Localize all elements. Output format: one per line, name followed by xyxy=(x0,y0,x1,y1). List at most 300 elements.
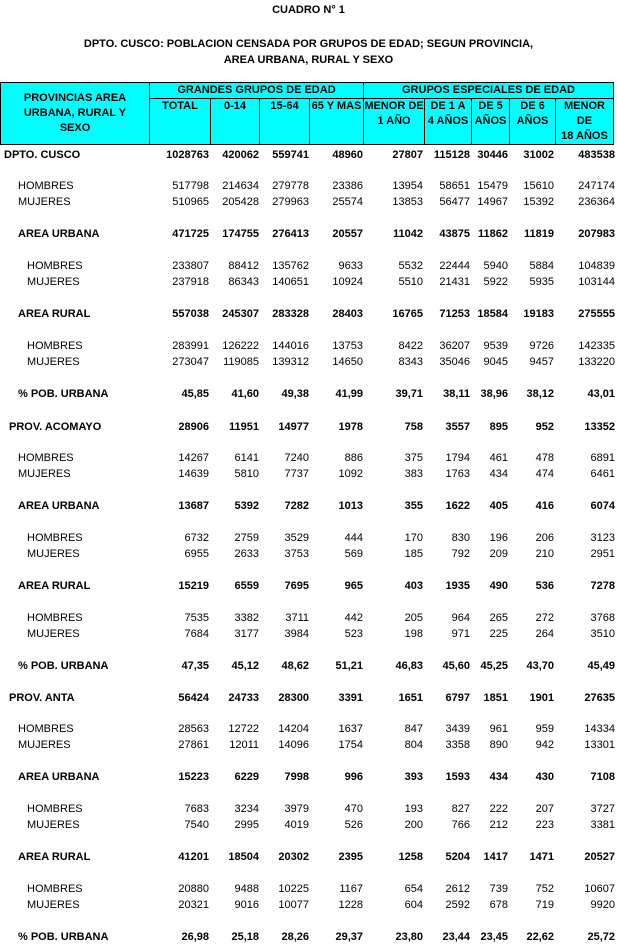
header-col-1: 0-14 xyxy=(211,99,260,145)
row-label: HOMBRES xyxy=(18,723,74,735)
cell-value: 41,60 xyxy=(231,388,259,400)
cell-value: 430 xyxy=(535,771,554,783)
cell-value: 24733 xyxy=(228,692,259,704)
table-row xyxy=(0,610,617,626)
cell-value: 758 xyxy=(404,421,423,433)
cell-value: 3439 xyxy=(445,723,470,735)
cell-value: 31002 xyxy=(523,149,554,161)
cell-value: 18504 xyxy=(228,851,259,863)
cell-value: 13352 xyxy=(584,421,615,433)
cell-value: 15610 xyxy=(523,180,554,192)
table-row xyxy=(0,530,617,546)
cell-value: 15392 xyxy=(523,196,554,208)
cell-value: 21431 xyxy=(439,276,470,288)
cell-value: 3557 xyxy=(445,421,470,433)
cell-value: 45,12 xyxy=(231,660,259,672)
table-row xyxy=(0,546,617,562)
cell-value: 804 xyxy=(404,739,423,751)
table-row xyxy=(0,897,617,913)
cell-value: 279778 xyxy=(272,180,309,192)
cell-value: 1851 xyxy=(483,692,508,704)
row-label: MUJERES xyxy=(18,739,71,751)
cell-value: 56477 xyxy=(439,196,470,208)
cell-value: 2612 xyxy=(445,883,470,895)
row-label: % POB. URBANA xyxy=(18,388,109,400)
cell-value: 20880 xyxy=(178,883,209,895)
cell-value: 22,62 xyxy=(526,931,554,943)
cell-value: 2951 xyxy=(590,548,615,560)
cell-value: 792 xyxy=(451,548,470,560)
cell-value: 247174 xyxy=(578,180,615,192)
cell-value: 5810 xyxy=(234,468,259,480)
cell-value: 3358 xyxy=(445,739,470,751)
cell-value: 6891 xyxy=(590,452,615,464)
header-col-5: DE 1 A 4 AÑOS xyxy=(425,99,472,145)
cell-value: 942 xyxy=(535,739,554,751)
cell-value: 6559 xyxy=(234,580,259,592)
cell-value: 7683 xyxy=(184,803,209,815)
cell-value: 1028763 xyxy=(166,149,209,161)
cell-value: 490 xyxy=(489,580,508,592)
cell-value: 13954 xyxy=(392,180,423,192)
cell-value: 6229 xyxy=(234,771,259,783)
cell-value: 273047 xyxy=(172,356,209,368)
row-label: MUJERES xyxy=(27,276,80,288)
cell-value: 739 xyxy=(489,883,508,895)
cell-value: 23,45 xyxy=(480,931,508,943)
row-label: HOMBRES xyxy=(18,452,74,464)
cell-value: 3727 xyxy=(590,803,615,815)
cell-value: 28563 xyxy=(178,723,209,735)
cell-value: 28906 xyxy=(178,421,209,433)
row-label: HOMBRES xyxy=(27,612,83,624)
header-col-7: DE 6 AÑOS xyxy=(510,99,556,145)
cell-value: 9633 xyxy=(338,260,363,272)
cell-value: 13687 xyxy=(178,500,209,512)
cell-value: 847 xyxy=(404,723,423,735)
cell-value: 209 xyxy=(489,548,508,560)
table-row xyxy=(0,450,617,466)
cell-value: 22444 xyxy=(439,260,470,272)
cell-value: 23,80 xyxy=(395,931,423,943)
cell-value: 27635 xyxy=(584,692,615,704)
cell-value: 264 xyxy=(535,628,554,640)
table-row xyxy=(0,690,617,706)
row-label: AREA URBANA xyxy=(18,771,100,783)
cell-value: 470 xyxy=(344,803,363,815)
cell-value: 5510 xyxy=(398,276,423,288)
cell-value: 5935 xyxy=(529,276,554,288)
cell-value: 206 xyxy=(535,532,554,544)
row-label: HOMBRES xyxy=(27,260,83,272)
cell-value: 193 xyxy=(404,803,423,815)
cell-value: 7540 xyxy=(184,819,209,831)
row-label: PROV. ANTA xyxy=(9,692,75,704)
cell-value: 86343 xyxy=(228,276,259,288)
cell-value: 1978 xyxy=(338,421,363,433)
cell-value: 1622 xyxy=(445,500,470,512)
cell-value: 7278 xyxy=(590,580,615,592)
cell-value: 58651 xyxy=(439,180,470,192)
row-label: AREA URBANA xyxy=(18,500,100,512)
cell-value: 41201 xyxy=(178,851,209,863)
cell-value: 1593 xyxy=(445,771,470,783)
cell-value: 9016 xyxy=(234,899,259,911)
cell-value: 569 xyxy=(344,548,363,560)
cell-value: 510965 xyxy=(172,196,209,208)
row-label: HOMBRES xyxy=(18,180,74,192)
cell-value: 3510 xyxy=(590,628,615,640)
table-row xyxy=(0,929,617,945)
cell-value: 7684 xyxy=(184,628,209,640)
header-grandes-grupos: GRANDES GRUPOS DE EDAD xyxy=(150,83,364,99)
cell-value: 1167 xyxy=(339,883,363,895)
cell-value: 36207 xyxy=(439,340,470,352)
cell-value: 71253 xyxy=(439,308,470,320)
cell-value: 139312 xyxy=(272,356,309,368)
cell-value: 20302 xyxy=(278,851,309,863)
cell-value: 6141 xyxy=(234,452,259,464)
cell-value: 5940 xyxy=(483,260,508,272)
cell-value: 393 xyxy=(404,771,423,783)
row-label: % POB. URBANA xyxy=(18,660,109,672)
cell-value: 895 xyxy=(489,421,508,433)
cell-value: 766 xyxy=(451,819,470,831)
cell-value: 483538 xyxy=(578,149,615,161)
cell-value: 965 xyxy=(344,580,363,592)
cell-value: 225 xyxy=(489,628,508,640)
table-title-line2: AREA URBANA, RURAL Y SEXO xyxy=(223,54,394,66)
cell-value: 536 xyxy=(535,580,554,592)
cell-value: 959 xyxy=(535,723,554,735)
cell-value: 11862 xyxy=(478,228,508,240)
cell-value: 4019 xyxy=(284,819,309,831)
cell-value: 719 xyxy=(535,899,554,911)
cell-value: 205 xyxy=(404,612,423,624)
cell-value: 196 xyxy=(489,532,508,544)
cell-value: 471725 xyxy=(172,228,209,240)
header-col-0: TOTAL xyxy=(150,99,211,145)
cell-value: 41,99 xyxy=(335,388,363,400)
header-grupos-especiales: GRUPOS ESPECIALES DE EDAD xyxy=(364,83,614,99)
cell-value: 523 xyxy=(344,628,363,640)
cell-value: 1228 xyxy=(338,899,363,911)
cell-value: 559741 xyxy=(272,149,309,161)
cell-value: 416 xyxy=(535,500,554,512)
cell-value: 461 xyxy=(489,452,508,464)
cell-value: 237918 xyxy=(172,276,209,288)
row-label: HOMBRES xyxy=(27,340,83,352)
table-row xyxy=(0,338,617,354)
cell-value: 444 xyxy=(344,532,363,544)
cell-value: 45,25 xyxy=(480,660,508,672)
cell-value: 233807 xyxy=(172,260,209,272)
table-row xyxy=(0,226,617,242)
cell-value: 88412 xyxy=(228,260,259,272)
cell-value: 14204 xyxy=(278,723,309,735)
cell-value: 5204 xyxy=(445,851,470,863)
cell-value: 1013 xyxy=(338,500,363,512)
cell-value: 952 xyxy=(535,421,554,433)
cell-value: 14967 xyxy=(477,196,508,208)
table-row xyxy=(0,817,617,833)
cell-value: 25574 xyxy=(332,196,363,208)
table-row xyxy=(0,658,617,674)
table-row xyxy=(0,178,617,194)
header-col-8: MENOR DE 18 AÑOS xyxy=(556,99,614,145)
cell-value: 27807 xyxy=(392,149,423,161)
cell-value: 25,72 xyxy=(587,931,615,943)
cell-value: 23,44 xyxy=(442,931,470,943)
cell-value: 2995 xyxy=(234,819,259,831)
cell-value: 43,70 xyxy=(526,660,554,672)
row-label: MUJERES xyxy=(27,356,80,368)
cell-value: 45,49 xyxy=(587,660,615,672)
row-label: AREA URBANA xyxy=(18,228,100,240)
cell-value: 115128 xyxy=(433,149,470,161)
cell-value: 140651 xyxy=(272,276,309,288)
table-row xyxy=(0,769,617,785)
cell-value: 19183 xyxy=(523,308,554,320)
cell-value: 49,38 xyxy=(281,388,309,400)
cell-value: 3234 xyxy=(234,803,259,815)
cell-value: 283328 xyxy=(272,308,309,320)
header-col-3: 65 Y MAS xyxy=(310,99,364,145)
cell-value: 1935 xyxy=(445,580,470,592)
cell-value: 9920 xyxy=(590,899,615,911)
cell-value: 135762 xyxy=(272,260,309,272)
row-label: HOMBRES xyxy=(27,803,83,815)
cell-value: 14977 xyxy=(278,421,309,433)
table-number: CUADRO N° 1 xyxy=(272,4,345,16)
cell-value: 3711 xyxy=(285,612,309,624)
cell-value: 3382 xyxy=(234,612,259,624)
cell-value: 272 xyxy=(535,612,554,624)
cell-value: 27861 xyxy=(178,739,209,751)
cell-value: 26,98 xyxy=(181,931,209,943)
cell-value: 526 xyxy=(344,819,363,831)
cell-value: 1763 xyxy=(445,468,470,480)
cell-value: 212 xyxy=(489,819,508,831)
cell-value: 245307 xyxy=(222,308,259,320)
cell-value: 43,01 xyxy=(587,388,615,400)
cell-value: 8343 xyxy=(398,356,423,368)
cell-value: 7240 xyxy=(284,452,309,464)
cell-value: 207 xyxy=(535,803,554,815)
row-label: MUJERES xyxy=(27,548,80,560)
cell-value: 6461 xyxy=(590,468,615,480)
cell-value: 9726 xyxy=(529,340,554,352)
header-col-2: 15-64 xyxy=(260,99,310,145)
cell-value: 6955 xyxy=(184,548,209,560)
cell-value: 14267 xyxy=(178,452,209,464)
table-row xyxy=(0,578,617,594)
cell-value: 170 xyxy=(404,532,423,544)
cell-value: 5922 xyxy=(483,276,508,288)
cell-value: 12722 xyxy=(228,723,259,735)
table-row xyxy=(0,498,617,514)
cell-value: 279963 xyxy=(272,196,309,208)
cell-value: 971 xyxy=(451,628,470,640)
cell-value: 557038 xyxy=(172,308,209,320)
cell-value: 1901 xyxy=(529,692,554,704)
cell-value: 6074 xyxy=(590,500,615,512)
cell-value: 223 xyxy=(535,819,554,831)
cell-value: 20557 xyxy=(332,228,363,240)
cell-value: 13753 xyxy=(332,340,363,352)
cell-value: 14334 xyxy=(584,723,615,735)
cell-value: 104839 xyxy=(578,260,615,272)
table-row xyxy=(0,147,617,163)
cell-value: 996 xyxy=(344,771,363,783)
cell-value: 11951 xyxy=(229,421,259,433)
cell-value: 3391 xyxy=(338,692,363,704)
cell-value: 10077 xyxy=(278,899,309,911)
table-row xyxy=(0,419,617,435)
cell-value: 1258 xyxy=(398,851,423,863)
table-row xyxy=(0,274,617,290)
cell-value: 15479 xyxy=(477,180,508,192)
row-label: AREA RURAL xyxy=(18,308,91,320)
cell-value: 1092 xyxy=(338,468,363,480)
cell-value: 1754 xyxy=(338,739,363,751)
cell-value: 5884 xyxy=(529,260,554,272)
cell-value: 6797 xyxy=(445,692,470,704)
cell-value: 276413 xyxy=(272,228,309,240)
cell-value: 30446 xyxy=(477,149,508,161)
table-row xyxy=(0,354,617,370)
cell-value: 142335 xyxy=(578,340,615,352)
cell-value: 3979 xyxy=(284,803,309,815)
cell-value: 8422 xyxy=(398,340,423,352)
cell-value: 28,26 xyxy=(281,931,309,943)
cell-value: 6732 xyxy=(184,532,209,544)
cell-value: 1471 xyxy=(529,851,554,863)
cell-value: 10924 xyxy=(332,276,363,288)
cell-value: 210 xyxy=(535,548,554,560)
row-label: MUJERES xyxy=(18,468,71,480)
cell-value: 144016 xyxy=(272,340,309,352)
table-row xyxy=(0,194,617,210)
cell-value: 20527 xyxy=(584,851,615,863)
cell-value: 13301 xyxy=(584,739,615,751)
cell-value: 434 xyxy=(489,771,508,783)
table-row xyxy=(0,801,617,817)
cell-value: 2395 xyxy=(338,851,363,863)
cell-value: 752 xyxy=(535,883,554,895)
cell-value: 827 xyxy=(451,803,470,815)
cell-value: 9539 xyxy=(483,340,508,352)
cell-value: 890 xyxy=(489,739,508,751)
cell-value: 3123 xyxy=(590,532,615,544)
cell-value: 13853 xyxy=(392,196,423,208)
cell-value: 283991 xyxy=(172,340,209,352)
cell-value: 20321 xyxy=(178,899,209,911)
cell-value: 15223 xyxy=(178,771,209,783)
table-row xyxy=(0,258,617,274)
table-row xyxy=(0,737,617,753)
row-label: AREA RURAL xyxy=(18,580,91,592)
header-col-4: MENOR DE 1 AÑO xyxy=(364,99,425,145)
cell-value: 10607 xyxy=(584,883,615,895)
table-header xyxy=(0,82,614,145)
cell-value: 207983 xyxy=(578,228,615,240)
cell-value: 1637 xyxy=(338,723,363,735)
table-row xyxy=(0,721,617,737)
cell-value: 45,60 xyxy=(442,660,470,672)
cell-value: 18584 xyxy=(477,308,508,320)
cell-value: 11042 xyxy=(393,228,423,240)
cell-value: 405 xyxy=(489,500,508,512)
cell-value: 961 xyxy=(489,723,508,735)
cell-value: 174755 xyxy=(222,228,259,240)
cell-value: 9045 xyxy=(483,356,508,368)
table-row xyxy=(0,849,617,865)
cell-value: 9488 xyxy=(234,883,259,895)
cell-value: 7535 xyxy=(184,612,209,624)
cell-value: 119085 xyxy=(223,356,259,368)
cell-value: 222 xyxy=(489,803,508,815)
cell-value: 14639 xyxy=(178,468,209,480)
cell-value: 442 xyxy=(344,612,363,624)
cell-value: 2633 xyxy=(234,548,259,560)
cell-value: 9457 xyxy=(529,356,554,368)
table-row xyxy=(0,306,617,322)
cell-value: 16765 xyxy=(392,308,423,320)
cell-value: 214634 xyxy=(222,180,259,192)
cell-value: 48,62 xyxy=(281,660,309,672)
cell-value: 126222 xyxy=(222,340,259,352)
cell-value: 7695 xyxy=(284,580,309,592)
table-row xyxy=(0,626,617,642)
cell-value: 678 xyxy=(489,899,508,911)
cell-value: 1794 xyxy=(445,452,470,464)
table-row xyxy=(0,466,617,482)
table-row xyxy=(0,881,617,897)
row-label: AREA RURAL xyxy=(18,851,91,863)
cell-value: 185 xyxy=(404,548,423,560)
cell-value: 886 xyxy=(344,452,363,464)
cell-value: 47,35 xyxy=(181,660,209,672)
cell-value: 403 xyxy=(404,580,423,592)
cell-value: 2759 xyxy=(234,532,259,544)
cell-value: 7737 xyxy=(284,468,309,480)
cell-value: 200 xyxy=(404,819,423,831)
cell-value: 478 xyxy=(535,452,554,464)
cell-value: 11819 xyxy=(524,228,554,240)
row-label: HOMBRES xyxy=(27,883,83,895)
cell-value: 103144 xyxy=(578,276,615,288)
cell-value: 3529 xyxy=(284,532,309,544)
table-row xyxy=(0,386,617,402)
cell-value: 45,85 xyxy=(181,388,209,400)
row-label: MUJERES xyxy=(18,196,71,208)
cell-value: 198 xyxy=(404,628,423,640)
cell-value: 830 xyxy=(451,532,470,544)
cell-value: 2592 xyxy=(445,899,470,911)
row-label: PROV. ACOMAYO xyxy=(9,421,102,433)
cell-value: 7108 xyxy=(590,771,615,783)
cell-value: 1651 xyxy=(398,692,423,704)
cell-value: 5532 xyxy=(398,260,423,272)
cell-value: 12011 xyxy=(229,739,259,751)
cell-value: 3984 xyxy=(284,628,309,640)
cell-value: 28403 xyxy=(332,308,363,320)
row-label: DPTO. CUSCO xyxy=(4,149,81,161)
header-provincias: PROVINCIAS AREA URBANA, RURAL Y SEXO xyxy=(1,83,150,145)
cell-value: 474 xyxy=(535,468,554,480)
row-label: % POB. URBANA xyxy=(18,931,109,943)
